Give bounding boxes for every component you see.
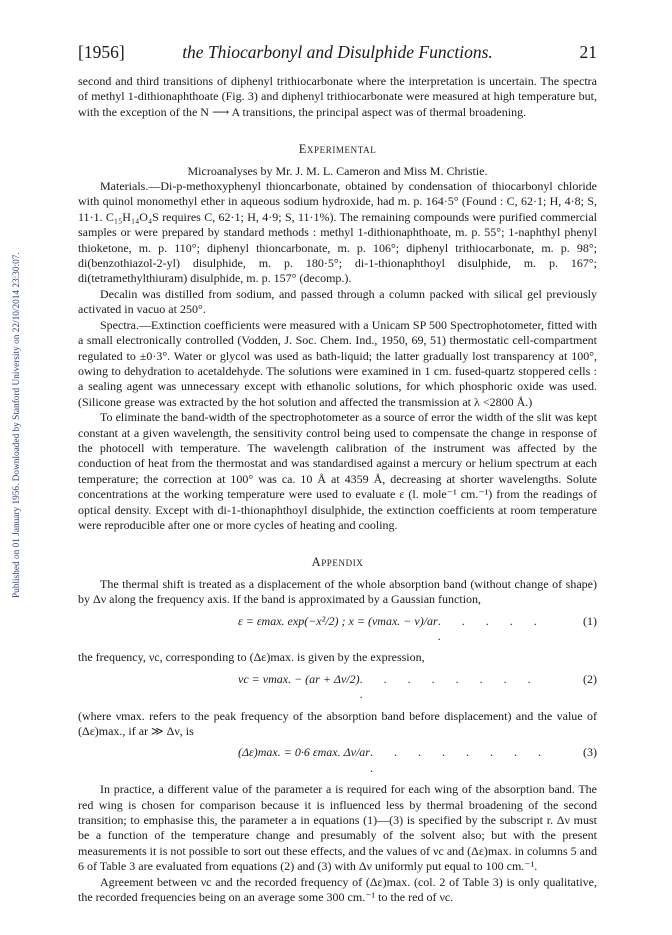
equation-3-expression: (Δε)max. = 0·6 εmax. Δν/ar: [238, 745, 370, 760]
appendix-heading: Appendix: [311, 555, 364, 570]
spectra-paragraph: Spectra.—Extinction coefficients were measured with a Unicam SP 500 Spectrophotometer, fitted with a small electronically controlled (Vodden, J. Soc. Chem. Ind., 1950, 69, 51) thermostatic cell-compartment regulated to ±0·3°. Water or glycol was used as bath-liquid; the latter gradually lost transparency at 100°, owing to dehydration to acetaldehyde. The solutions were examined in 1 cm. fused-quartz stoppered cells : a sealing agent was unnecessary except with ethanolic solutions, for which phosphoric oxide was used. (Silicone grease was extracted by the hot solution and affected the transmission at λ <2800 Å.): [78, 317, 597, 409]
equation-1: [78, 614, 597, 645]
decalin-paragraph: Decalin was distilled from sodium, and passed through a column packed with silical gel previously activated in vacuo at 250°.: [78, 286, 597, 317]
agreement-paragraph: Agreement between νc and the recorded frequency of (Δε)max. (col. 2 of Table 3) is only qualitative, the recorded frequencies being on an average some 300 cm.⁻¹ to the red of νc.: [78, 874, 597, 905]
equation-3-dots: . . . . . . . . .: [369, 745, 550, 775]
intro-paragraph: second and third transitions of diphenyl trithiocarbonate where the interpretation is uncertain. The spectra of methyl 1-dithionaphthoate (Fig. 3) and diphenyl trithiocarbonate were measured at high temperature but, with the exception of the N ⟶ A transitions, the principal aspect was of thermal broadening.: [78, 74, 597, 119]
equation-2-number: (2): [583, 671, 597, 686]
equation-3-number: (3): [583, 745, 597, 760]
bandwidth-paragraph: To eliminate the band-width of the spectrophotometer as a source of error the width of the slit was kept constant at a given wavelength, the sensitivity control being used to compensate the change in response of the photocell with temperature. The wavelength calibration of the instrument was affected by the conduction of heat from the thermostat and was standardised against a mercury or helium spectrum at each temperature; the correction at 100° was ca. 10 Å at 4359 Å, decreasing at shorter wavelengths. Solute concentrations at the working temperature were used to evaluate ε (l. mole⁻¹ cm.⁻¹) from the readings of optical density. Except with di-1-thionaphthoyl disulphide, the extinction coefficients at room temperature were reproducible after one or more cycles of heating and cooling.: [78, 410, 597, 532]
materials-paragraph: Materials.—Di-p-methoxyphenyl thioncarbonate, obtained by condensation of thiocarbonyl chloride with quinol monomethyl ether in aqueous sodium hydroxide, had m. p. 164·5° (Found : C, 62·1; H, 4·8; S, 11·1. C₁₅H₁₄O₄S requires C, 62·1; H, 4·9; S, 11·1%). The remaining compounds were purified commercial samples or were prepared by standard methods : methyl 1-dithionaphthoate, m. p. 55°; 1-naphthyl phenyl thioketone, m. p. 110°; diphenyl thioncarbonate, m. p. 106°; diphenyl trithiocarbonate, m. p. 98°; di(benzothiazol-2-yl) disulphide, m. p. 180·5°; di-1-thionaphthoyl disulphide, m. p. 167°; di(tetramethylthiuram) disulphide, m. p. 157° (decomp.).: [78, 179, 597, 286]
practice-paragraph: In practice, a different value of the parameter a is required for each wing of the absorption band. The red wing is chosen for comparison because it is influenced less by thermal broadening of the second transition; to emphasise this, the parameter a in equations (1)—(3) is specified by the subscript r. Δν must be a function of the temperature change and presumably of the solvent also; but with the present measurements it is not possible to sort out these effects, and the values of νc and (Δε)max. in columns 5 and 6 of Table 3 are evaluated from equations (2) and (3) with Δν uniformly put equal to 100 cm.⁻¹.: [78, 782, 597, 874]
equation-2: [78, 672, 597, 703]
watermark-text: Published on 01 January 1956. Downloaded by Stanford University on 22/10/2014 23:30:07.: [12, 252, 22, 598]
page-number: 21: [579, 42, 597, 62]
microanalyses-line: Microanalyses by Mr. J. M. L. Cameron and Miss M. Christie.: [187, 163, 488, 178]
where-paragraph: (where νmax. refers to the peak frequency of the absorption band before displacement) and the value of (Δε)max., if ar ≫ Δν, is: [78, 708, 597, 739]
header-year: [1956]: [78, 42, 125, 62]
equation-1-dots: . . . . . .: [437, 613, 546, 643]
frequency-paragraph: the frequency, νc, corresponding to (Δε)max. is given by the expression,: [78, 650, 425, 665]
header-title: the Thiocarbonyl and Disulphide Functions.: [182, 42, 493, 62]
equation-2-expression: νc = νmax. − (ar + Δν/2): [238, 671, 360, 686]
experimental-heading: Experimental: [298, 142, 377, 157]
equation-2-dots: . . . . . . . . .: [359, 671, 540, 702]
equation-1-expression: ε = εmax. exp(−x²/2) ; x = (νmax. − ν)/ar: [238, 613, 438, 628]
equation-1-number: (1): [583, 613, 597, 628]
thermal-shift-paragraph: The thermal shift is treated as a displacement of the whole absorption band (without change of shape) by Δν along the frequency axis. If the band is approximated by a Gaussian function,: [78, 576, 597, 607]
page-header: [78, 42, 597, 66]
article-body: [78, 74, 597, 906]
equation-3: [78, 745, 597, 776]
publication-watermark: [0, 0, 22, 600]
